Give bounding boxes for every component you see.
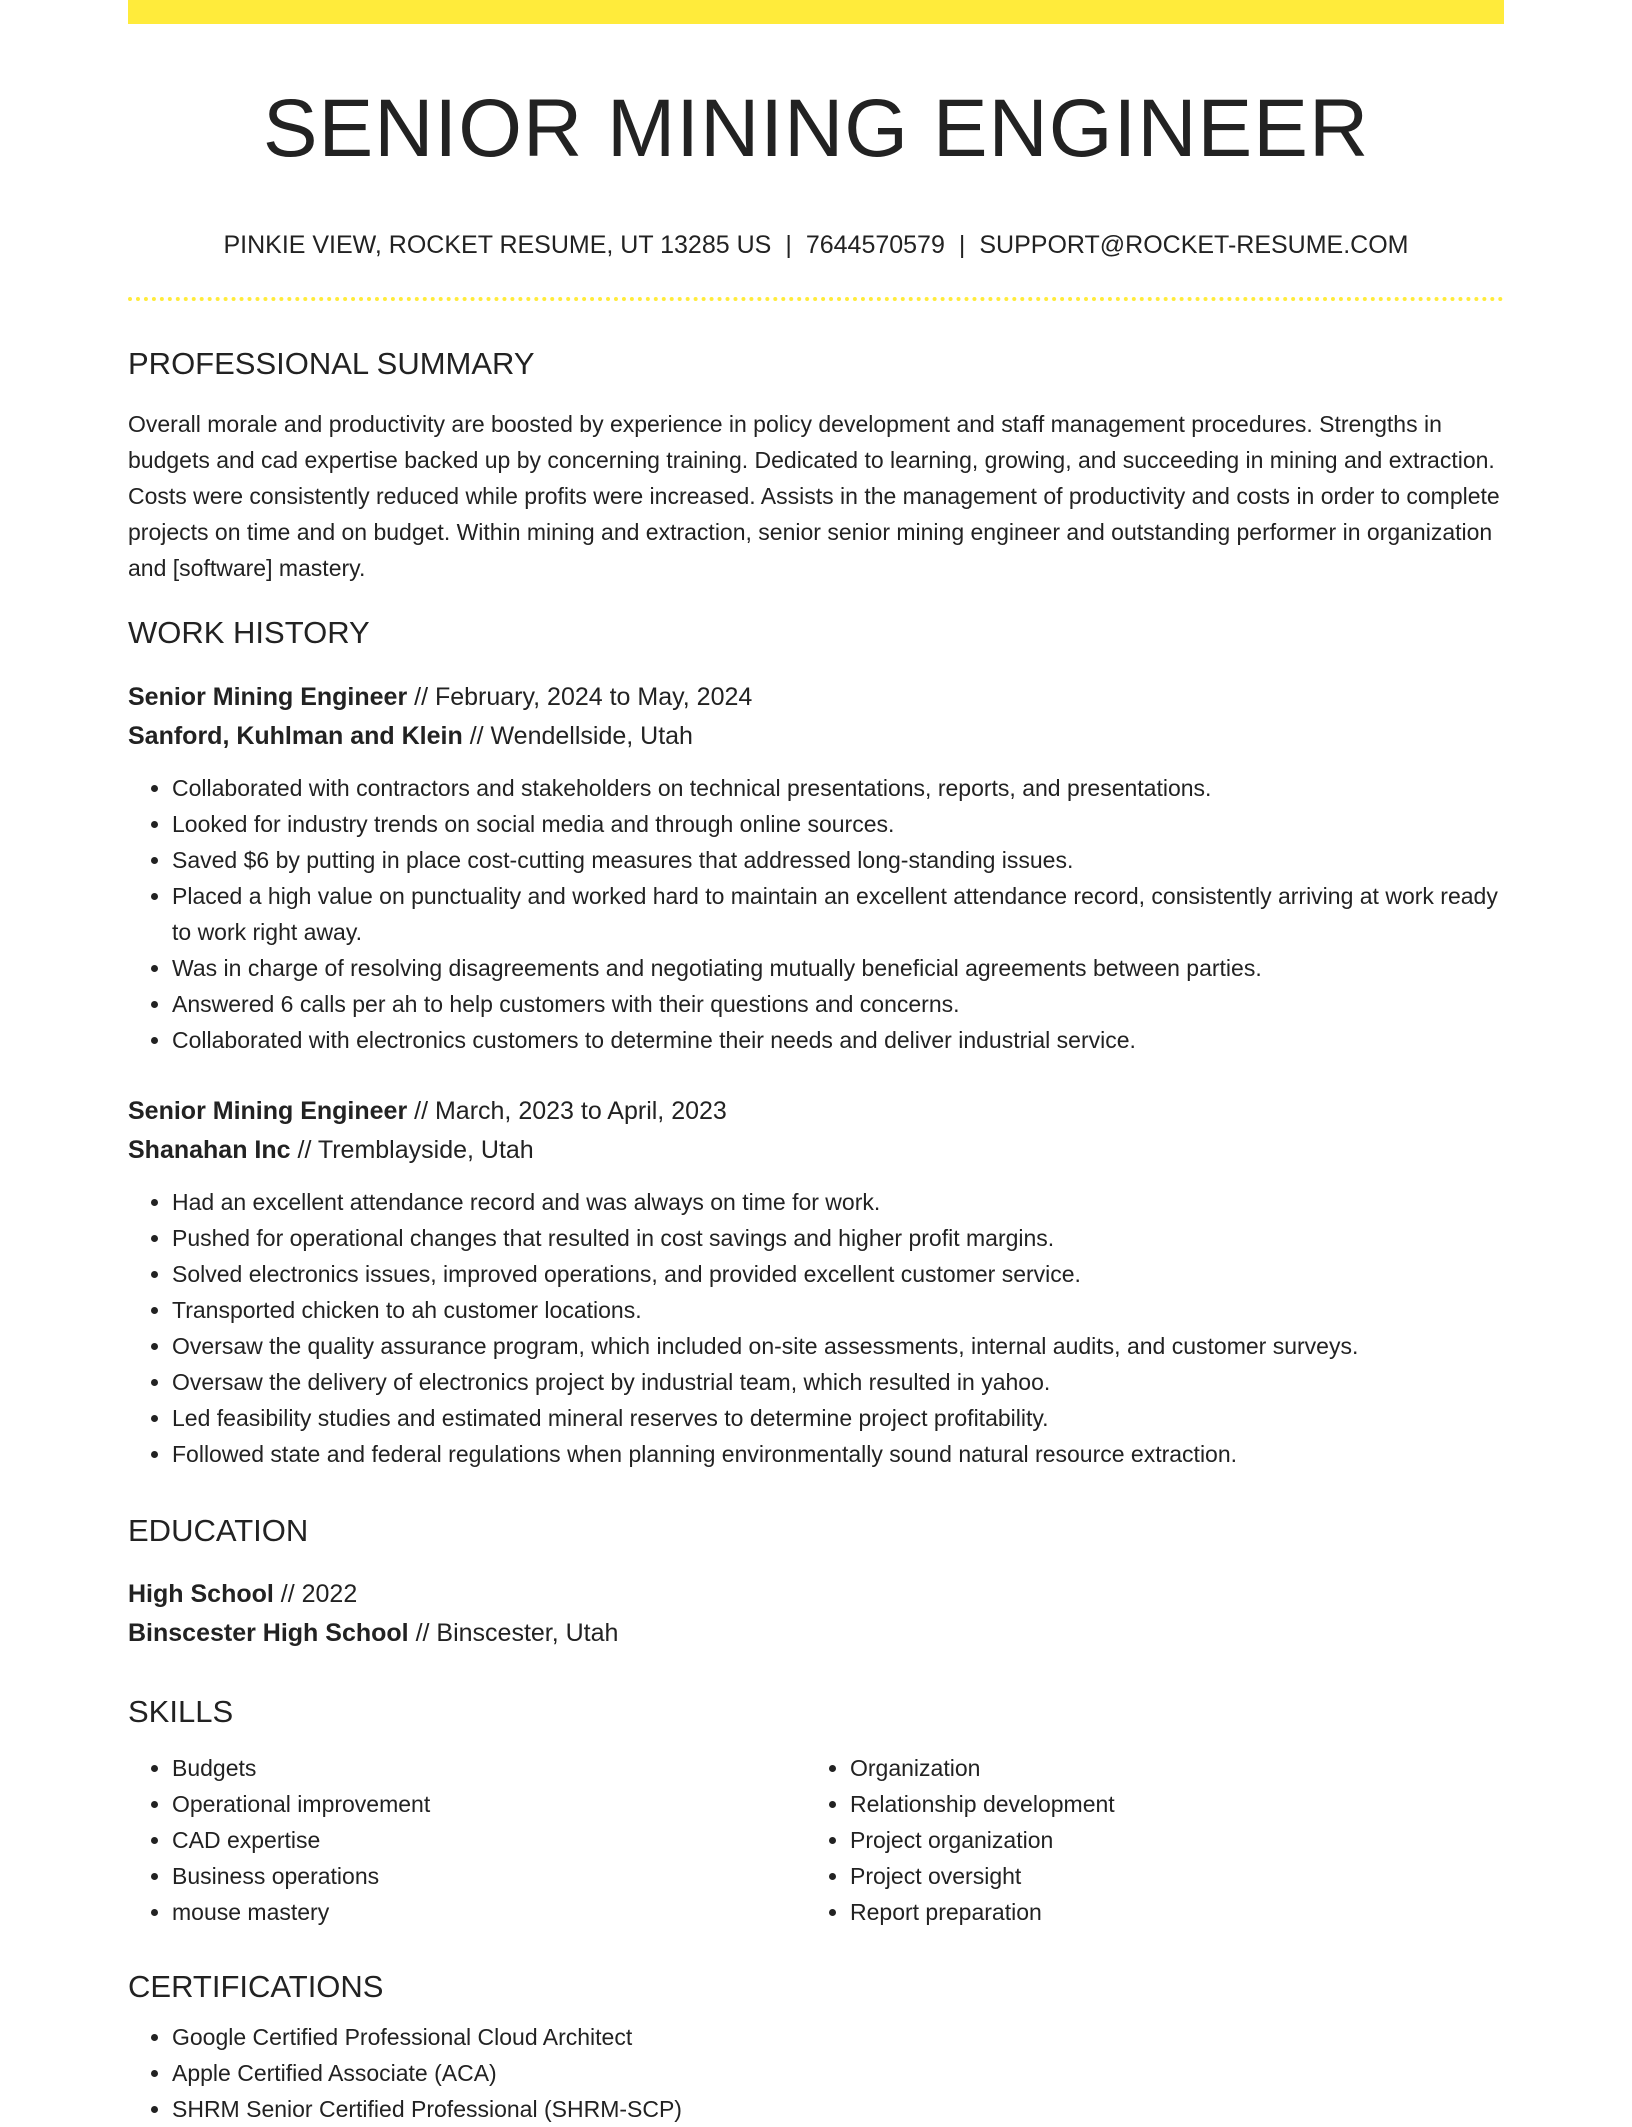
- skill-item: • Organization: [850, 1750, 1484, 1786]
- job-role: Senior Mining Engineer: [128, 682, 408, 711]
- contact-address: PINKIE VIEW, ROCKET RESUME, UT 13285 US: [223, 231, 772, 260]
- skill-item: • Operational improvement: [172, 1786, 806, 1822]
- skill-item: • Relationship development: [850, 1786, 1484, 1822]
- education-school: Binscester High School: [128, 1618, 409, 1647]
- job-bullet: • Oversaw the quality assurance program, which included on-site assessments, internal audits, and customer surveys.: [172, 1328, 1504, 1364]
- job-role-line: [128, 678, 1504, 717]
- contact-phone: 7644570579: [805, 231, 945, 260]
- job-dates: // February, 2024 to May, 2024: [407, 682, 753, 711]
- skill-item: • Budgets: [172, 1750, 806, 1786]
- job-location: // Wendellside, Utah: [462, 721, 693, 750]
- job-bullet: • Was in charge of resolving disagreements and negotiating mutually beneficial agreements between parties.: [172, 950, 1504, 986]
- skills-column-right: [806, 1750, 1484, 1930]
- skills-grid: [128, 1750, 1504, 1930]
- job-bullet: • Collaborated with contractors and stakeholders on technical presentations, reports, and presentations.: [172, 770, 1504, 806]
- job-company-line: [128, 717, 1504, 756]
- job-bullet: • Answered 6 calls per ah to help customers with their questions and concerns.: [172, 986, 1504, 1022]
- skills-column-left: [128, 1750, 806, 1930]
- certification-item: • SHRM Senior Certified Professional (SHRM-SCP): [172, 2091, 1504, 2127]
- section-title-skills: SKILLS: [128, 1693, 234, 1729]
- job-company: Shanahan Inc: [128, 1135, 291, 1164]
- job-bullet: • Pushed for operational changes that resulted in cost savings and higher profit margins.: [172, 1220, 1504, 1256]
- job-bullet: • Oversaw the delivery of electronics project by industrial team, which resulted in yahoo.: [172, 1364, 1504, 1400]
- job-bullet-list: [128, 770, 1504, 1058]
- contact-separator: |: [958, 231, 966, 260]
- job-bullet: • Led feasibility studies and estimated mineral reserves to determine project profitability.: [172, 1400, 1504, 1436]
- job-company: Sanford, Kuhlman and Klein: [128, 721, 463, 750]
- job-bullet: • Solved electronics issues, improved operations, and provided excellent customer service.: [172, 1256, 1504, 1292]
- job-bullet: • Followed state and federal regulations when planning environmentally sound natural resource extraction.: [172, 1436, 1504, 1472]
- education-degree-line: [128, 1575, 1504, 1614]
- education-year: // 2022: [273, 1579, 358, 1608]
- candidate-title: SENIOR MINING ENGINEER: [262, 83, 1370, 174]
- skill-item: • Project organization: [850, 1822, 1484, 1858]
- job-role-line: [128, 1092, 1504, 1131]
- job-company-line: [128, 1131, 1504, 1170]
- skill-item: • CAD expertise: [172, 1822, 806, 1858]
- section-title-education: EDUCATION: [128, 1512, 309, 1548]
- top-accent-bar: [128, 0, 1504, 24]
- job-bullet: • Collaborated with electronics customers to determine their needs and deliver industrial service.: [172, 1022, 1504, 1058]
- skill-item: • Business operations: [172, 1858, 806, 1894]
- job-bullet: • Looked for industry trends on social media and through online sources.: [172, 806, 1504, 842]
- job-dates: // March, 2023 to April, 2023: [407, 1096, 727, 1125]
- summary-text: Overall morale and productivity are boosted by experience in policy development and staff management procedures. Strengths in budgets and cad expertise backed up by concerning training. Dedicated to learning, growing, and succeeding in mining and extraction. Costs were consistently reduced while profits were increased. Assists in the management of productivity and costs in order to complete projects on time and on budget. Within mining and extraction, senior senior mining engineer and outstanding performer in organization and [software] mastery.: [128, 411, 1500, 582]
- education-degree: High School: [128, 1579, 274, 1608]
- job-bullet: • Had an excellent attendance record and was always on time for work.: [172, 1184, 1504, 1220]
- job-bullet: • Transported chicken to ah customer locations.: [172, 1292, 1504, 1328]
- job-bullet: • Placed a high value on punctuality and worked hard to maintain an excellent attendance record, consistently arriving at work ready to work right away.: [172, 878, 1504, 950]
- education-location: // Binscester, Utah: [408, 1618, 619, 1647]
- certification-item: • Apple Certified Associate (ACA): [172, 2055, 1504, 2091]
- job-role: Senior Mining Engineer: [128, 1096, 408, 1125]
- job-bullet: • Saved $6 by putting in place cost-cutting measures that addressed long-standing issues.: [172, 842, 1504, 878]
- certification-item: • Google Certified Professional Cloud Architect: [172, 2019, 1504, 2055]
- section-title-certifications: CERTIFICATIONS: [128, 1968, 384, 2004]
- job-location: // Tremblayside, Utah: [290, 1135, 534, 1164]
- section-title-work-history: WORK HISTORY: [128, 615, 370, 651]
- contact-separator: |: [785, 231, 792, 260]
- section-title-summary: PROFESSIONAL SUMMARY: [128, 346, 535, 382]
- skill-item: • Project oversight: [850, 1858, 1484, 1894]
- contact-email: SUPPORT@ROCKET-RESUME.COM: [979, 231, 1409, 260]
- skill-item: • mouse mastery: [172, 1894, 806, 1930]
- skill-item: • Report preparation: [850, 1894, 1484, 1930]
- education-entry: [128, 1575, 1504, 1653]
- resume-page: [128, 0, 1504, 2127]
- contact-line: [128, 230, 1504, 260]
- certification-list: [128, 2019, 1504, 2127]
- job-entry: [128, 678, 1504, 1058]
- job-bullet-list: [128, 1184, 1504, 1472]
- dotted-divider: [128, 297, 1504, 301]
- education-school-line: [128, 1614, 1504, 1653]
- job-entry: [128, 1092, 1504, 1472]
